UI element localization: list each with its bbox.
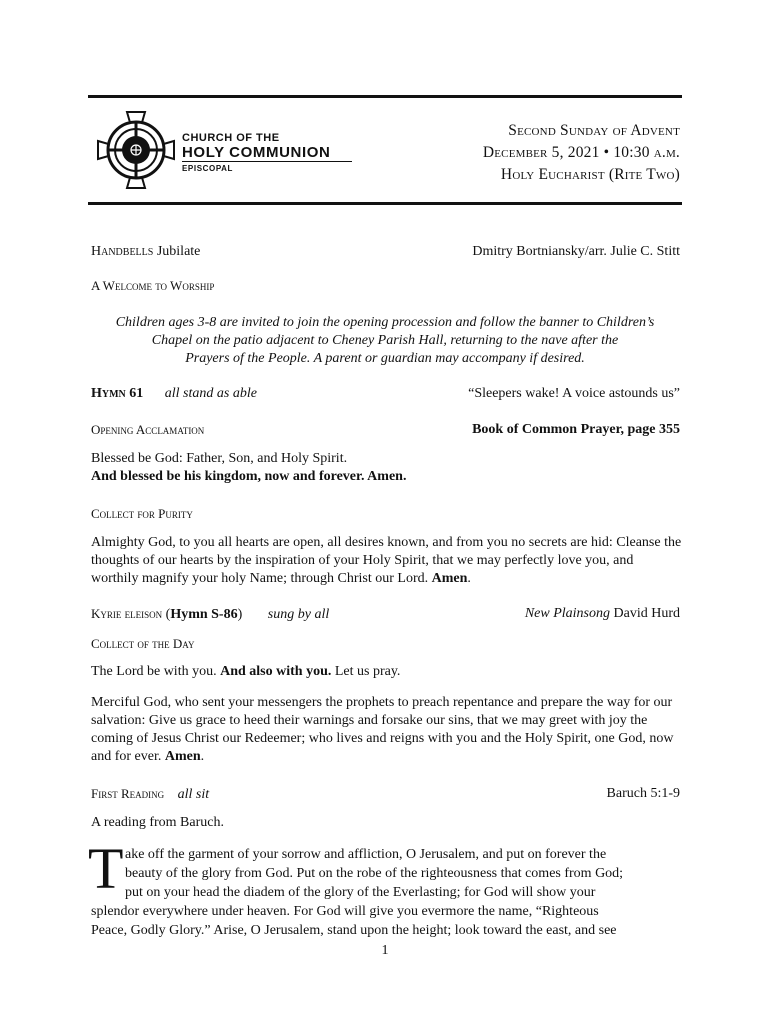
collect-day-text: Merciful God, who sent your messengers the prophets to preach repentance and prepare the way for our salvation: Give us grace to heed their warnings and forsake our sins, that we may greet with joy the coming of Jesus Christ our Redeemer; who lives and reigns with you and the Holy Spirit, one God, now and for ever. Amen. <box>91 695 674 764</box>
logo-line3: EPISCOPAL <box>182 164 234 173</box>
first-reading-reference: Baruch 5:1-9 <box>606 786 680 801</box>
reading-dropcap: T <box>88 836 124 901</box>
acclamation-heading: Opening Acclamation <box>91 422 205 437</box>
logo-line1: CHURCH OF THE <box>182 132 280 144</box>
welcome-note-line3: Prayers of the People. A parent or guardian may accompany if desired. <box>185 351 585 366</box>
collect-day-invite: Let us pray. <box>334 664 401 679</box>
kyrie-credit <box>525 606 680 622</box>
collect-day-greeting: The Lord be with you. <box>91 664 217 679</box>
welcome-heading: A Welcome to Worship <box>91 278 215 293</box>
handbells-label: Handbells <box>91 244 154 259</box>
reading-line2: beauty of the glory from God. Put on the robe of the righteousness that comes from God; <box>125 866 624 881</box>
header-bottom-rule <box>88 202 682 205</box>
collect-purity-amen: Amen <box>431 571 468 586</box>
service-rite: Holy Eucharist (Rite Two) <box>500 166 680 183</box>
collect-day-amen: Amen <box>164 749 201 764</box>
kyrie-hymn: Hymn S-86 <box>170 607 238 622</box>
page-number: 1 <box>381 943 389 958</box>
service-date: December 5, 2021 • 10:30 a.m. <box>482 144 680 161</box>
logo-line2: HOLY COMMUNION <box>182 144 331 161</box>
kyrie-instruction: sung by all <box>267 607 330 622</box>
kyrie-composer: David Hurd <box>613 606 680 621</box>
handbells-title: Jubilate <box>156 244 201 259</box>
collect-day-greeting-line <box>91 664 680 680</box>
kyrie-tune: New Plainsong <box>524 606 610 621</box>
reading-line4: splendor everywhere under heaven. For God will give you evermore the name, “Righteous <box>91 904 599 919</box>
welcome-note-line2: Chapel on the patio adjacent to Cheney Parish Hall, returning to the nave after the <box>151 333 619 348</box>
collect-purity-body: Almighty God, to you all hearts are open, all desires known, and from you no secrets are hid: Cleanse the thoughts of our hearts by the inspiration of your Holy Spirit, that we may perfectly love you, and worthily magnify your holy Name; through Christ our Lord. <box>91 535 682 586</box>
logo-underline <box>182 161 352 162</box>
welcome-note-line1: Children ages 3-8 are invited to join the opening procession and follow the banner to Children’s <box>115 315 655 330</box>
acclamation-line1: Blessed be God: Father, Son, and Holy Spirit. <box>91 451 348 466</box>
reading-line3: put on your head the diadem of the glory of the Everlasting; for God will show your <box>125 885 596 900</box>
hymn61-title: “Sleepers wake! A voice astounds us” <box>468 386 680 401</box>
hymn61-label: Hymn 61 <box>91 386 144 401</box>
acclamation-line2: And blessed be his kingdom, now and forever. Amen. <box>91 469 407 484</box>
collect-purity-heading: Collect for Purity <box>91 506 193 521</box>
kyrie-label: Kyrie eleison <box>91 606 163 621</box>
first-reading-instruction: all sit <box>177 787 210 802</box>
service-title: Second Sunday of Advent <box>508 122 680 139</box>
first-reading-heading: First Reading <box>91 786 165 801</box>
first-reading-intro: A reading from Baruch. <box>91 815 224 830</box>
hymn61-instruction: all stand as able <box>164 386 257 401</box>
reading-line5: Peace, Godly Glory.” Arise, O Jerusalem, stand upon the height; look toward the east, and see <box>91 923 617 938</box>
church-logo-icon <box>94 108 178 192</box>
header-top-rule <box>88 95 682 98</box>
collect-day-response: And also with you. <box>220 664 332 679</box>
first-reading-line <box>91 786 680 803</box>
collect-day-body: Merciful God, who sent your messengers the prophets to preach repentance and prepare the way for our salvation: Give us grace to heed their warnings and forsake our sins, that we may greet with joy the coming of Jesus Christ our Redeemer; who lives and reigns with you and the Holy Spirit, one God, now and for ever. <box>91 695 674 764</box>
collect-purity-text: Almighty God, to you all hearts are open, all desires known, and from you no secrets are hid: Cleanse the thoughts of our hearts by the inspiration of your Holy Spirit, that we may perfectly love you, and worthily magnify your holy Name; through Christ our Lord. Amen. <box>91 535 682 586</box>
kyrie-line: Kyrie eleison (Hymn S-86) sung by all <box>91 606 330 622</box>
collect-day-heading: Collect of the Day <box>91 636 195 651</box>
acclamation-reference: Book of Common Prayer, page 355 <box>472 422 680 437</box>
reading-line1: ake off the garment of your sorrow and affliction, O Jerusalem, and put on forever the <box>125 847 607 862</box>
handbells-credit: Dmitry Bortniansky/arr. Julie C. Stitt <box>472 244 680 259</box>
reading-text <box>91 845 683 940</box>
